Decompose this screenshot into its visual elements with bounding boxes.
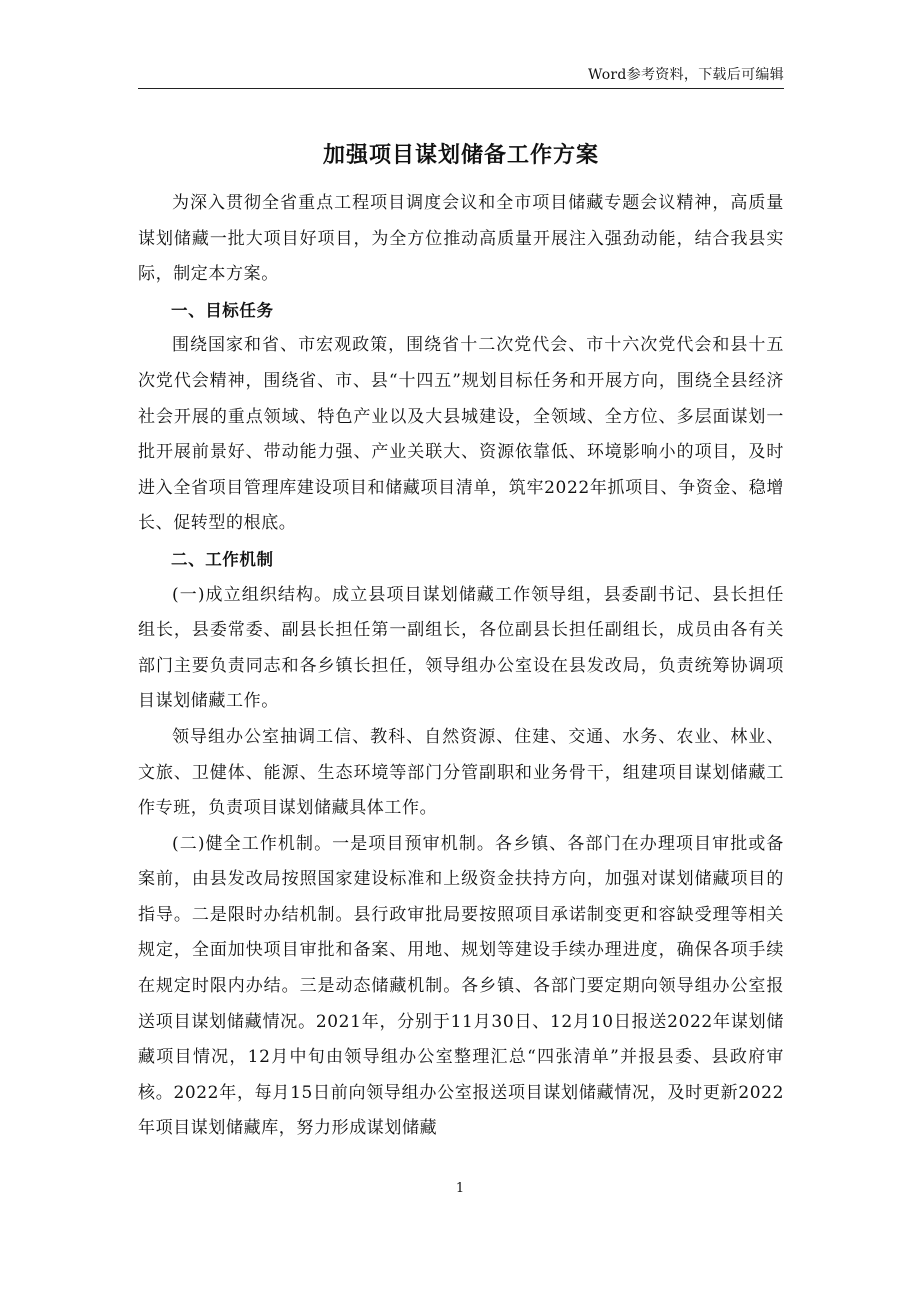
goals-paragraph: 围绕国家和省、市宏观政策，围绕省十二次党代会、市十六次党代会和县十五次党代会精神，围绕省、市、县“十四五”规划目标任务和开展方向，围绕全县经济社会开展的重点领域、特色产业以及大县城建设，全领域、全方位、多层面谋划一批开展前景好、带动能力强、产业关联大、资源依靠低、环境影响小的项目，及时进入全省项目管理库建设项目和储藏项目清单，筑牢2022年抓项目、争资金、稳增长、促转型的根底。 <box>138 335 784 534</box>
intro-paragraph: 为深入贯彻全省重点工程项目调度会议和全市项目储藏专题会议精神，高质量谋划储藏一批大项目好项目，为全方位推动高质量开展注入强劲动能，结合我县实际，制定本方案。 <box>138 193 784 285</box>
page-header: Word参考资料，下载后可编辑 <box>138 66 784 89</box>
document-body <box>138 186 784 1147</box>
document-title: 加强项目谋划储备工作方案 <box>322 143 599 168</box>
mechanism-paragraph-2: 领导组办公室抽调工信、教科、自然资源、住建、交通、水务、农业、林业、文旅、卫健体、能源、生态环境等部门分管副职和业务骨干，组建项目谋划储藏工作专班，负责项目谋划储藏具体工作。 <box>138 726 784 819</box>
section-heading-goals: 一、目标任务 <box>171 300 274 320</box>
section-heading-mechanism: 二、工作机制 <box>171 549 274 569</box>
mechanism-paragraph-1: (一)成立组织结构。成立县项目谋划储藏工作领导组，县委副书记、县长担任组长，县委常委、副县长担任第一副组长，各位副县长担任副组长，成员由各有关部门主要负责同志和各乡镇长担任，领导组办公室设在县发改局，负责统筹协调项目谋划储藏工作。 <box>138 584 784 712</box>
mechanism-paragraph-3: (二)健全工作机制。一是项目预审机制。各乡镇、各部门在办理项目审批或备案前，由县发改局按照国家建设标准和上级资金扶持方向，加强对谋划储藏项目的指导。二是限时办结机制。县行政审批局要按照项目承诺制变更和容缺受理等相关规定，全面加快项目审批和备案、用地、规划等建设手续办理进度，确保各项手续在规定时限内办结。三是动态储藏机制。各乡镇、各部门要定期向领导组办公室报送项目谋划储藏情况。2021年，分别于11月30日、12月10日报送2022年谋划储藏项目情况，12月中旬由领导组办公室整理汇总“四张清单”并报县委、县政府审核。2022年，每月15日前向领导组办公室报送项目谋划储藏情况，及时更新2022年项目谋划储藏库，努力形成谋划储藏 <box>138 833 784 1139</box>
page-number: 1 <box>455 1181 465 1196</box>
